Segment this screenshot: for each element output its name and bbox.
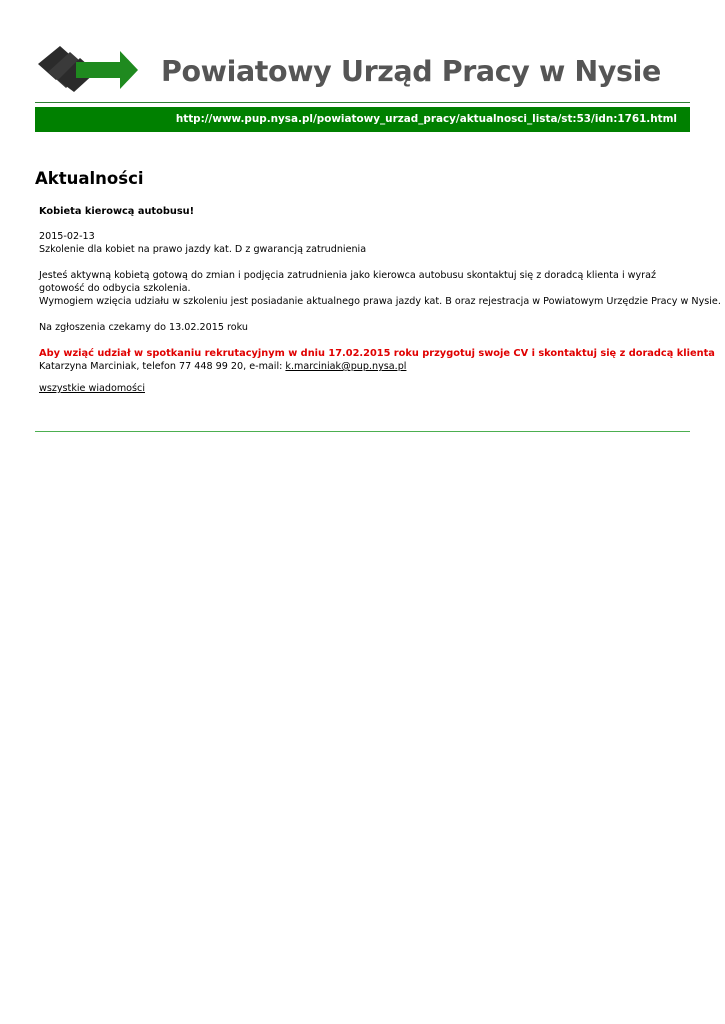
contact-text: Katarzyna Marciniak, telefon 77 448 99 20, e-mail: bbox=[39, 361, 286, 372]
organization-name: Powiatowy Urząd Pracy w Nysie bbox=[161, 55, 661, 88]
footer-divider bbox=[35, 431, 690, 432]
article-date: 2015-02-13 bbox=[39, 231, 95, 242]
arrow-cards-logo-icon bbox=[38, 42, 140, 94]
recruitment-notice: Aby wziąć udział w spotkaniu rekrutacyjnym w dniu 17.02.2015 roku przygotuj swoje CV i skontaktuj się z doradcą klienta bbox=[39, 348, 715, 359]
page-url: http://www.pup.nysa.pl/powiatowy_urzad_pracy/aktualnosci_lista/st:53/idn:1761.html bbox=[175, 113, 677, 125]
header-divider bbox=[35, 102, 690, 103]
url-bar bbox=[35, 107, 690, 132]
contact-email-link[interactable]: k.marciniak@pup.nysa.pl bbox=[285, 361, 407, 372]
all-news-container bbox=[39, 382, 689, 395]
article-subtitle: Szkolenie dla kobiet na prawo jazdy kat. D z gwarancją zatrudnienia bbox=[39, 244, 367, 255]
article-paragraph-2: Wymogiem wzięcia udziału w szkoleniu jest posiadanie aktualnego prawa jazdy kat. B oraz rejestracja w Powiatowym Urzędzie Pracy w Nysie. bbox=[39, 296, 721, 307]
article-paragraph-1: Jesteś aktywną kobietą gotową do zmian i podjęcia zatrudnienia jako kierowca autobusu skontaktuj się z doradcą klienta i wyraź gotowość do odbycia szkolenia. bbox=[39, 270, 657, 294]
news-article bbox=[39, 205, 721, 395]
article-title: Kobieta kierowcą autobusu! bbox=[39, 206, 195, 217]
contact-info bbox=[39, 360, 689, 373]
page-title: Aktualności bbox=[35, 169, 144, 188]
article-deadline: Na zgłoszenia czekamy do 13.02.2015 roku bbox=[39, 322, 248, 333]
all-news-link[interactable]: wszystkie wiadomości bbox=[39, 383, 145, 394]
page-header bbox=[35, 38, 690, 98]
